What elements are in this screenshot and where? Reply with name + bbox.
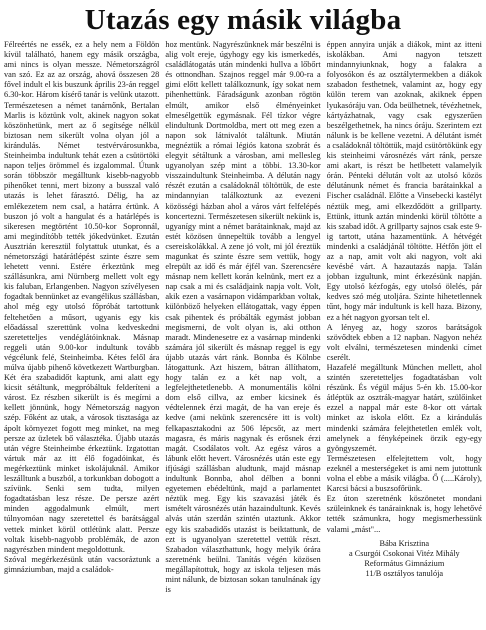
author-school-line-1: a Csurgói Csokonai Vitéz Mihály [348,548,460,558]
article-column-1 [4,40,159,628]
article-paragraph: hoz mentünk. Nagyrészünknek már beszélni is alig volt ereje, úgyhogy egy kis ismerkedés, családlátogatás után mindenki hullva a lőbőrt és ottnondhan. Szajnos reggel már 9.00-ra a gimi előtt kellett találkoznunk, így sokat nem pihenhettünk. Fáradságunk azonban rögtön elmúlt, amikor első élményeinket elmesélgettük egymásnak. Fél tízkor végre elindultunk Dortmoldba, mert ott meg ezen a napon sok látnivalót találtunk. Miután megnéztük a római légiós katona szobrát és elegyit sétáltunk a városban, ami mellesleg ugyanolyan szép mint a többi. 13.30-kor visszaindultunk Steinheimba. A délután nagy részét ezután a családoknál töltöttük, de este mindannyian találkoztunk az evezeni közösségi házban ahol a város várt felfelépés koncertezni. Természetesen sikerült nekünk is, ugyanígy mint a német barátainknak, majd az estét közösen ünnepeltük tovább a lengyel csereiskolákkal. A zene jó volt, mi jól éreztük magunkat és szinte észre sem vettük, hogy elrepült az idő és már éjfél van. Szerencsére másnap nem kellett korán kelnünk, mert ez a nap csak a mi és családjaink napja volt. Volt, akik ezen a vasárnapon vidámparkban voltak, különböző helyeken ellátogattak, vagy éppen csak pihentek és próbálták egymást jobban megismerni, de volt olyan is, aki otthon maradt. Mindenesetre ez a vasárnap mindenki számára jól sikerült és másnap reggel is egy újabb utazás várt ránk. Bonnba és Kölnbe látogattunk. Azt hiszem, bátran állíthatom, hogy talán ez a két nap volt, a legfelejthetetlenebb. A monumentális kölni dom első cillva, az ember kicsinek és védtelennek érzi magát, de ha van ereje és kedve (ami nekünk szerencsére itt is volt) felkapasztakodni az 506 lépcsőt, az mert magasra, és máris nagynak és erősnek érzi magát. Csodálatos volt. Az egész város a lábunk előtt hevert. Városnézés után este egy ifjúsági szállásban aludtunk, majd másnap indultunk Bonnba, ahol délben a bonni egyetemen ebédeltünk, majd a parlamentet néztük meg. Egy kis szavazási játék és ismételt városnézés után hazaindultunk. Kevés alvás után szerdán szintén utaztunk. Akkor egy kis szabadidős utazást is beiktattunk, de ezt is ugyanolyan szeretettel vettük részt. Szabadon választhattunk, hogy melyik órára szeretnénk beülni. Tanítás végén közösen megállapítottuk, hogy az iskola teljesen más mint nálunk, de biztosan sokan tanulnának így is [165,40,321,595]
author-name: Bába Krisztina [379,538,430,548]
article-column-2 [165,40,320,628]
article-paragraph: A lényeg az, hogy szoros barátságok szövődtek ebben a 12 napban. Nagyon nehéz volt elválni, természetesen mindenki címet cserélt. [326,322,482,362]
author-signature [327,539,482,579]
article-paragraph: Félreértés ne essék, ez a hely nem a Földön kívül található, hanem egy másik országba, ami nincs is olyan messze. Németországról van szó. Ez az az ország, ahová összesen 28 fővel indult el kis buszunk április 23-án reggel 6.30-kor. Három kísérő tanár is velünk utazott. Természetesen a német tanárnőnk, Bertalan Marlis is köztünk volt, akinek nagyon sokat köszönhetünk, mert az ő segítsége nélkül biztosan nem sikerült volna olyan jól a kirándulás. Német testvérvárosunkba, Steinheimba indultunk tehát ezen a csütörtöki napon teljes örömmel és izgalommal. Útunk során többször megálltunk kisebb-nagyobb pihenőket tenni, mert bizony a busszal való utazás is lehet fárasztó. Délig, ha az emlékezetem nem csal, a határra értünk. A buszon jó volt a hangulat és a határlépés is sikeresen megtörtént 10.50-kor Sopronnál, ami megindítóbb tették jókedvünket. Ezután Ausztrián keresztül folytattuk utunkat, és a németországi határátlépést szinte észre sem lehetett venni. Estére érkeztünk meg szállásunkra, ami Nürnberg mellett volt egy kis faluban, Erlangenben. Nagyon szívélyesen fogadtak bennünket az evangélikus szállásban, ahol még egy utolsó főpróbát tartottunk feltehetően a műsort, ugyanis egy kis előadással szerettünk volna kedveskedni szeretetteljes vendéglátóinknak. Másnap reggeli után 9.00-kor indultunk tovább végcélunk felé, Steinheimba. Kétes felől ára múlva újabb pihenő következett Wartburgban. Két éra szabadidőt kaptunk, ami alatt egy kicsit sétáltunk, megpróbáltuk felderíteni a várost. Ez részben sikerült is és megírni a kellett jönnünk, hogy Németország nagyon szép. Főként az utak, a városok tisztasága az ápolt környezet fogott meg minket, na meg persze az üzletek bő választéka. Újabb utazás után végre Steinheimbe érkeztünk. Izgatottan vártuk már az itt élő fogadóinkat, és megérkeztünk minket iskolájuknál. Amikor leszálltunk a buszból, a torkunkban dobogott a szívünk. Senki sem tudta, milyen fogadtatásban lesz része. De persze azért minden aggodalmunk elmúlt, mert túlnyomóan nagy szeretettel és barátsággal vettek minket körül ottlétünk alatt. Persze voltak kisebb-nagyobb problémák, de azon nagyrészben mindent megoldottunk. [4,40,160,554]
article-paragraph: Hazafelé megálltunk München mellett, ahol szintén szeretetteljes fogadtatásban volt részünk. És végül május 5-én kb. 15.00-kor átléptük az osztrák-magyar határt, szülőinket ezzel a nappal már este 8-kor ott vártak minket az iskola előtt. Ez a kirándulás mindenki számára felejthetetlen emlék volt, amelynek a fényképeinek örzik egy-egy gyöngyszemét. [326,363,482,453]
article-paragraph: éppen annyira unják a diákok, mint az itteni iskolákban. Ami nagyon tetszett mindannyiunknak, hogy a falakra a folyosókon és az osztálytermekben a diákok szabadon festhetnek, valamint az, hogy egy külön terem van azoknak, akiknek éppen lyukasóráju van. Oda beülhetnek, tévézhetnek, kártyázhatnak, vagy csak egyszerűen beszélgethetnek, ha nincs óráju. Szerintem ezt nálunk is be kellene vezetni. A délutánt ismét a családoknál töltöttük, majd csütörtökünk egy kis steinheimi városnézés várt ránk, persze ami akart, is részt be hetlbetett valamelyik órán. Pénteki délután volt az utolsó közös délutánunk német és francia barátainkkal a Fischer családnál. Előtte a Vinsebecki kastélyt néztük meg, ami elkezdődött a grillparty. Ettünk, ittunk aztán mindenki körül töltötte a kis szabad időt. A grillparty sajnos csak este 9-ig tartott, utána hazamentünk. A hétvégét mindenki a családjánál töltötte. Hétfőn jött el az a nap, amit volt aki nagyon, volt aki kevésbé várt. A hazautazás napja. Talán jobban izgultunk, mint érkezésünk napján. Egy utolsó kézfogás, egy utolsó ölelés, pár kedves szó még utoljára. Szinte hihetetlennek tűnt, hogy már indultunk is kell haza. Bizony, ez a hét nagyon gyorsan telt el. [326,40,482,322]
author-school-line-2: Református Gimnázium [364,558,445,568]
article-paragraph: Természetesen elfelejtettem volt, hogy ezeknél a mesterségeket is ami nem jutottunk volna el ebbe a másik világba. Ő (.....Károly), Karcsi bácsi a buszsofőrünk. [326,453,482,494]
article-paragraph: Ez úton szeretnénk köszönetet mondani szüleinknek és tanárainknak is, hogy lehetővé tették számunkra, hogy megismerhessünk valami „mást"... [326,494,482,534]
article-paragraph: Szóval megérkezésünk után vacsoráztunk a gimnáziumban, majd a családok- [4,554,160,574]
author-class: 11/B osztályos tanulója [365,568,444,578]
article-column-3 [327,40,482,628]
article-columns [4,40,482,628]
article-headline: Utazás egy másik világba [84,4,402,36]
